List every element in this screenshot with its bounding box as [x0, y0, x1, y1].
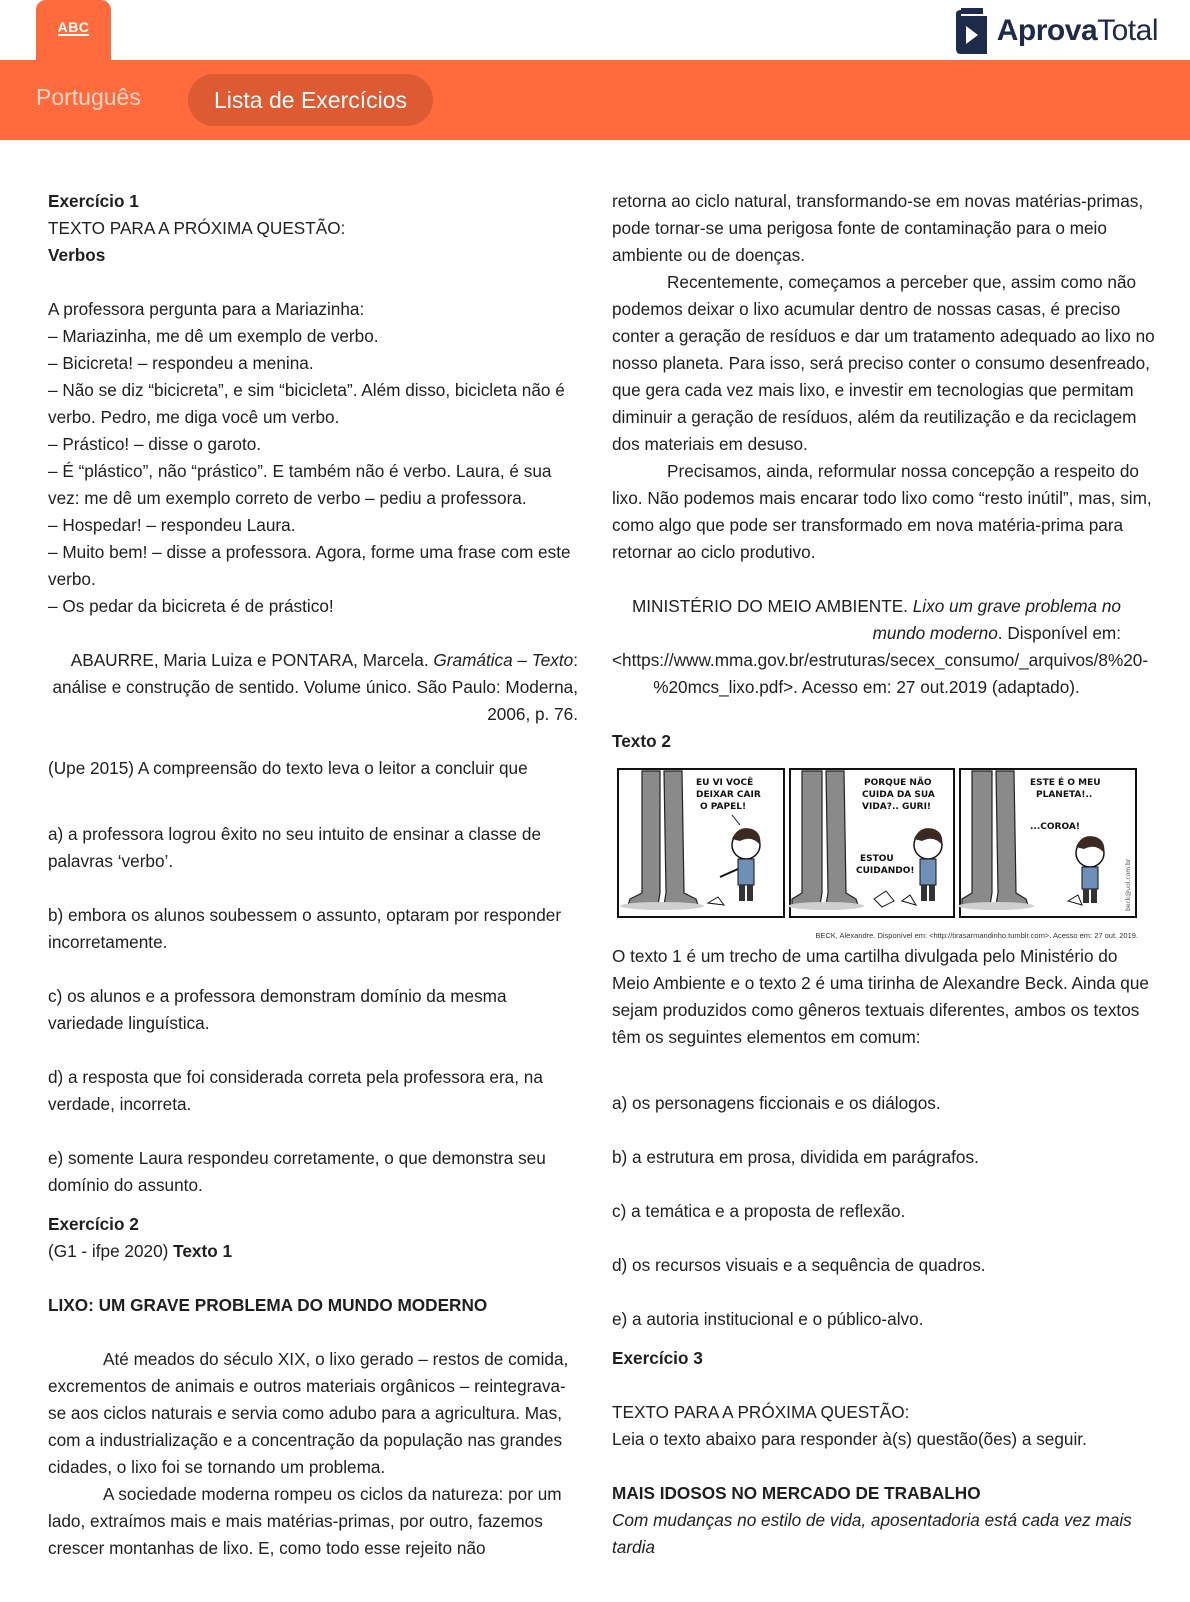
dialogue-line: – Muito bem! – disse a professora. Agora, forme uma frase com este verbo. — [48, 542, 571, 589]
answer-option-e[interactable]: e) somente Laura respondeu corretamente, o que demonstra seu domínio do assunto. — [48, 1148, 546, 1195]
dialogue-line: A professora pergunta para a Mariazinha: — [48, 299, 365, 319]
subject-label[interactable]: Português — [36, 84, 141, 110]
paragraph: Precisamos, ainda, reformular nossa concepção a respeito do lixo. Não podemos mais encarar todo lixo como “resto inútil”, mas, sim, como algo que pode ser transformado em nova matéria-prima para retornar ao ciclo produtivo. — [612, 461, 1152, 562]
exercise-2-question: O texto 1 é um trecho de uma cartilha divulgada pelo Ministério do Meio Ambiente e o texto 2 é uma tirinha de Alexandre Beck. Ainda que sejam produzidos como gêneros textuais diferentes, ambos os textos têm os seguintes elementos em comum: — [612, 946, 1149, 1047]
comic-panel-1 — [618, 769, 784, 917]
exercise-2-heading: LIXO: UM GRAVE PROBLEMA DO MUNDO MODERNO — [48, 1295, 488, 1315]
exercise-1-question: (Upe 2015) A compreensão do texto leva o leitor a concluir que — [48, 758, 528, 778]
dialogue-line: – Prástico! – disse o garoto. — [48, 434, 262, 454]
comic-caption: BECK, Alexandre. Disponível em: <http://tirasarmandinho.tumblr.com>. Acesso em: 27 out. 2019. — [815, 931, 1138, 940]
comic-panel-3 — [958, 769, 1136, 917]
aprova-total-logo[interactable] — [953, 4, 1158, 58]
answer-option-b[interactable]: b) embora os alunos soubessem o assunto, optaram por responder incorretamente. — [48, 905, 562, 952]
logo-text: AprovaTotal — [996, 14, 1158, 47]
paragraph: Recentemente, começamos a perceber que, assim como não podemos deixar o lixo acumular dentro de nossas casas, é preciso conter a geração de resíduos e dar um tratamento adequado ao lixo no nosso planeta. Para isso, será preciso conter o consumo desenfreado, que gera cada vez mais lixo, e investir em tecnologias que permitam diminuir a geração de resíduos, além da reutilização e da reciclagem dos materiais em desuso. — [612, 272, 1155, 454]
dialogue-line: – Hospedar! – respondeu Laura. — [48, 515, 296, 535]
svg-text:ESTE É O MEUPLANETA!..: ESTE É O MEU PLANETA!.. — [1030, 778, 1101, 800]
svg-text:PORQUE NÃOCUIDA DA SUAVIDA?..: PORQUE NÃO CUIDA DA SUA VIDA?.. GURI! — [862, 778, 935, 812]
book-logo-icon — [953, 6, 989, 56]
dialogue-line: – É “plástico”, não “prástico”. E também não é verbo. Laura, é sua vez: me dê um exemplo correto de verbo – pediu a professora. — [48, 461, 552, 508]
answer-option-d[interactable]: d) a resposta que foi considerada correta pela professora era, na verdade, incorreta. — [48, 1067, 543, 1114]
comic-strip — [612, 765, 1142, 941]
svg-text:EU VI VOCÊDEIXAR CAIRO PAPEL!: EU VI VOCÊ DEIXAR CAIR O PAPEL! — [696, 778, 761, 812]
dialogue-line: – Os pedar da bicicreta é de prástico! — [48, 596, 334, 616]
text-2-label: Texto 2 — [612, 731, 671, 751]
answer-option-d[interactable]: d) os recursos visuais e a sequência de quadros. — [612, 1255, 986, 1275]
paragraph-continued: retorna ao ciclo natural, transformando-se em novas matérias-primas, pode tornar-se uma perigosa fonte de contaminação para o meio ambiente ou de doenças. — [612, 191, 1144, 265]
exercise-3-intro: TEXTO PARA A PRÓXIMA QUESTÃO: — [612, 1402, 910, 1422]
answer-option-e[interactable]: e) a autoria institucional e o público-alvo. — [612, 1309, 924, 1329]
paragraph: A sociedade moderna rompeu os ciclos da natureza: por um lado, extraímos mais e mais matérias-primas, por outro, fazemos crescer montanhas de lixo. E, como todo esse rejeito não — [48, 1484, 562, 1558]
right-column — [612, 188, 1157, 1561]
page-header — [0, 0, 1190, 60]
exercise-2-reference: MINISTÉRIO DO MEIO AMBIENTE. Lixo um grave problema no mundo moderno. Disponível em: — [631, 596, 1121, 643]
dialogue-line: – Mariazinha, me dê um exemplo de verbo. — [48, 326, 379, 346]
reference-url[interactable]: <https://www.mma.gov.br/estruturas/secex_consumo/_arquivos/8%20- — [612, 650, 1149, 670]
answer-option-c[interactable]: c) os alunos e a professora demonstram domínio da mesma variedade linguística. — [48, 986, 507, 1033]
answer-option-c[interactable]: c) a temática e a proposta de reflexão. — [612, 1201, 906, 1221]
exercise-3-title: Exercício 3 — [612, 1348, 703, 1368]
exercise-1-text-title: Verbos — [48, 245, 106, 265]
list-title-pill[interactable]: Lista de Exercícios — [188, 74, 433, 126]
exercise-1-intro: TEXTO PARA A PRÓXIMA QUESTÃO: — [48, 218, 346, 238]
paragraph: Até meados do século XIX, o lixo gerado – restos de comida, excrementos de animais e outros materiais orgânicos – reintegrava-se aos ciclos naturais e servia como adubo para a agricultura. Mas, com a industrialização e a concentração da população nas grandes cidades, o lixo foi se tornando um problema. — [48, 1349, 569, 1477]
exercise-1-title: Exercício 1 — [48, 191, 139, 211]
svg-text:...COROA!: ...COROA! — [1030, 822, 1080, 832]
answer-option-a[interactable]: a) a professora logrou êxito no seu intuito de ensinar a classe de palavras ‘verbo’. — [48, 824, 542, 871]
comic-panel-2 — [788, 769, 954, 917]
title-bar — [0, 60, 1190, 140]
reference-url-end: %20mcs_lixo.pdf>. Acesso em: 27 out.2019 (adaptado). — [653, 677, 1080, 697]
exercise-1-reference: ABAURRE, Maria Luiza e PONTARA, Marcela. Gramática – Texto: análise e construção de sentido. Volume único. São Paulo: Moderna, 2006, p. 76. — [52, 650, 578, 724]
svg-text:ESTOUCUIDANDO!: ESTOU CUIDANDO! — [856, 854, 915, 876]
exercise-3-heading: MAIS IDOSOS NO MERCADO DE TRABALHO — [612, 1483, 981, 1503]
svg-text:beck@uol.com.br: beck@uol.com.br — [1125, 858, 1132, 911]
exercise-2-source: (G1 - ifpe 2020) Texto 1 — [48, 1241, 233, 1261]
left-column — [48, 188, 578, 1562]
dialogue-line: – Bicicreta! – respondeu a menina. — [48, 353, 314, 373]
answer-option-b[interactable]: b) a estrutura em prosa, dividida em parágrafos. — [612, 1147, 979, 1167]
abc-tab[interactable] — [36, 0, 111, 64]
exercise-3-instruction: Leia o texto abaixo para responder à(s) questão(ões) a seguir. — [612, 1429, 1087, 1449]
answer-option-a[interactable]: a) os personagens ficcionais e os diálogos. — [612, 1093, 941, 1113]
exercise-3-subheading: Com mudanças no estilo de vida, aposentadoria está cada vez mais tardia — [612, 1510, 1132, 1557]
abc-icon: ABC — [57, 19, 90, 35]
exercise-2-title: Exercício 2 — [48, 1214, 139, 1234]
dialogue-line: – Não se diz “bicicreta”, e sim “bicicleta”. Além disso, bicicleta não é verbo. Pedro, me diga você um verbo. — [48, 380, 565, 427]
